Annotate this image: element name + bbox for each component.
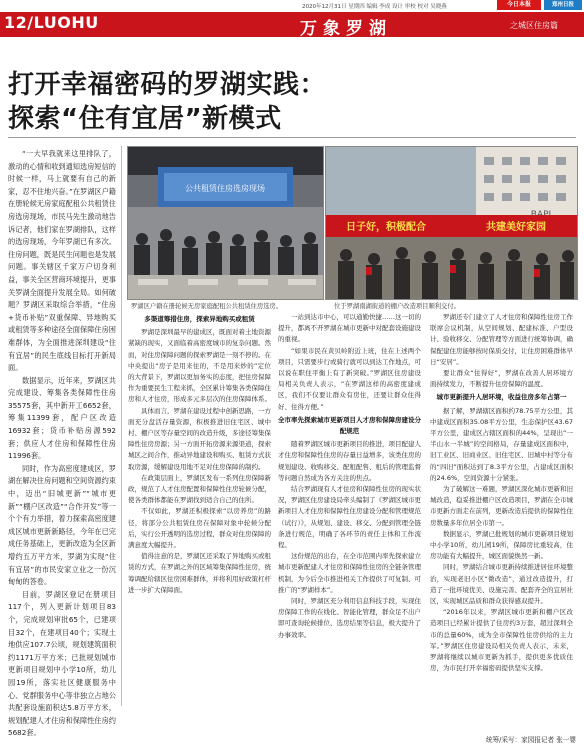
body-column-3 — [430, 312, 573, 742]
body-paragraph: 数据显示，罗湖已批规划的城市更新项目规划中小学10所，幼儿园19所，保障房比重较高，住房功能有大幅提升，城区面貌焕然一新。 — [430, 529, 573, 561]
lead-paragraph: 数据显示，近年来，罗湖区共完成建设、筹集各类保障性住房35575套，其中新开工6652套，筹集11399套，配户区改造16932套；货币补贴房源592套；供应人才住房和保障性住房11996套。 — [8, 375, 116, 461]
newspaper-logo: 今日本报 — [497, 0, 541, 10]
lead-paragraph: 同时，作为高密度建成区，罗湖在解决住房问题和空间资源约束中，迈出“旧城更新”“城市更新”“棚户区改造”“合作开发”等一个个有力举措，着力探索高密度建成区城市更新新路径，今年在已完成任务基础上，更新改造为全区新增约五万平方米，罗湖为实现“住有宜居”的市民安家立业之一份沉甸甸的答卷。 — [8, 463, 116, 587]
page-number: 12/LUOHU — [4, 13, 99, 32]
body-paragraph: 结合罗湖现有人才住房和保障性住房的现实状况，罗湖区住房建设局牵头编制了《罗湖区城市更新项目人才住房和保障性住房建设分配和管理规范（试行）》，从规划、建设、移交、分配到管理全链条进行规范，明确了各环节的责任主体和工作流程。 — [278, 485, 421, 550]
photo-caption-1: 罗湖区户籍在册轮候无房家庭配租公共租赁住房选房。 — [131, 303, 283, 310]
photo-caption-2: 位于罗湖南湖街道的棚户改造项目顺利交付。 — [334, 303, 460, 310]
body-column-1 — [128, 312, 271, 742]
body-paragraph: 在政策层面上，罗湖区发布一系列住房保障新政，规范了人才住房配置和保障性住房轮候分配，使各类群体都能在罗湖找到适合自己的住所。 — [128, 473, 271, 505]
body-paragraph: “如果市民在黄贝岭附近上班，住在上述两个项目，只需要步行或骑行就可以到达工作地点，可以说在职住平衡上有了新突破。”罗湖区住房建设局相关负责人表示，“在罗湖这样的高密度建成区，我们不仅要让群众有房住，还要让群众住得好、住得方便。” — [278, 346, 421, 411]
headline-divider — [8, 137, 576, 138]
body-paragraph: 罗湖是深圳最早的建成区，既面对着土地资源紧缺的现实，又面临着高密度城市的复杂问题。然而，对住房保障问题的探索罗湖是一刻不停的。在中央提出“房子是用来住的，不是用来炒的”定位的大背景下，罗湖以更加务实的态度，把住房保障作为重要民生工程来抓，全区累计筹集各类保障住房和人才住房，形成多元多层次的住房保障体系。 — [128, 328, 271, 404]
body-paragraph: 同时，罗湖结合城市更新持续推进居住环境整治，实现老旧小区“微改造”，通过改造提升，打造了一批环境优美、设施完善、配套齐全的宜居社区，实现城区品质和群众获得感双提升。 — [430, 563, 573, 606]
banner-mid-text: 共建美好家园 — [486, 222, 546, 233]
backdrop-text: 公共租赁住房选房现场 — [185, 184, 265, 193]
body-paragraph: 随着罗湖区城市更新项目的推进，项目配建人才住房和保障性住房的存量日益增多，该类住房的规划建设、收购移交、配租配售、租后的管理监督等问题自然成为各方关注的焦点。 — [278, 440, 421, 482]
body-paragraph: 一站到达市中心，可以通勤快捷……这一切的提升，都离不开罗湖在城市更新中对配套设施建设的重视。 — [278, 313, 421, 344]
column-divider — [121, 146, 122, 706]
section-title: 万象罗湖 — [300, 19, 392, 39]
body-paragraph: 值得注意的是，罗湖区还采取了异地购买或租赁的方式，在罗湖之外的区域筹集保障性住房，统筹调配给辖区住房困难群体，并将利用好政策杠杆进一步扩大保障面。 — [128, 552, 271, 594]
body-paragraph: 同时，罗湖区充分利用信息科技手段，实现住房保障工作的在线化、智能化管理，群众足不出户即可查询轮候排位、选房结果等信息，极大提升了办事效率。 — [278, 597, 421, 639]
lead-paragraph: “一大早我就来这里排队了，激动的心情和收到通知选房短信的时候一样，马上就要有自己的新家，忍不住地兴奋。”在罗湖区户籍在册轮候无房家庭配租公共租赁住房选房现场，市民马先生激动地告诉记者，他们家在罗湖排队，这样的选房现场，今年罗湖已有多次。住房问题，既是民生问题也是发展问题。事关辖区千家万户切身利益，事关全区营商环境提升，更事关罗湖全面提升发展全局。如何破题？罗湖区采取综合举措，“住房+货币补贴”双重保障、异地购买或租赁等多种途径全面保障住房困难群体，为全面推进深圳建设“住有宜居”的民生底线目标打开新局面。 — [8, 149, 116, 373]
subheading: 全市率先探索城市更新项目人才房和保障房建设分配规范 — [278, 415, 421, 436]
page-header — [0, 12, 584, 37]
photo-shantytown-delivery — [325, 146, 578, 300]
housing-selection-photo — [128, 147, 323, 299]
body-paragraph: 为了破解这一难题，罗湖区深化城市更新和旧城改造，稳妥推进棚户区改造项目，罗湖在全市城市更新方面走在前列，更新改造后提供的保障性住房数量多年位居全市第一。 — [430, 485, 573, 527]
lead-paragraph: 目前，罗湖区登记在册项目117个，列入更新计划项目83个，完成规划审批65个，已建项目32个，在建项目40个；实现土地供应107.7公顷，规划建筑面积约1171万平方米；已批规划城市更新项目规划中小学10所，幼儿园19所，落实社区健康服务中心、党群服务中心等非独立占地公共配套设施面积达5.8万平方米，规划配建人才住房和保障性住房约5682套。 — [8, 589, 116, 738]
body-paragraph: 这份规范的出台，在全市范围内率先探索建立城市更新配建人才住房和保障性住房的全链条管理机制，为今后全市推进相关工作提供了可复制、可推广的“罗湖样本”。 — [278, 552, 421, 594]
site-logo: 郑州日报 — [544, 0, 582, 10]
body-paragraph: “2016年以来，罗湖区城市更新和棚户区改造项目已经累计提供了住房约3万套，超过深圳全市的总量60%，成为全市保障性住房供给的主力军。”罗湖区住房建设局相关负责人表示，未来，罗湖将继续以城市更新为抓手，提供更多优质住房，为市民打开幸福密码提供坚实支撑。 — [430, 608, 573, 673]
body-paragraph: 具体而言，罗湖在建设过程中创新思路，一方面充分盘活存量资源，积极推进旧住宅区、城中村、棚户区等存量空间的改造升级，多途径筹集保障性住房房源；另一方面开拓房源来源渠道，探索城区之间合作，推动异地建设和购买、租赁方式获取房源，缓解建设用地不足对住房保障的制约。 — [128, 406, 271, 471]
top-strip — [0, 0, 584, 11]
body-paragraph: 据了解，罗湖辖区面积约78.75平方公里，其中建成区面积35.08平方公里，生态保护区43.67平方公里，建成区占辖区面积的44%，呈现出“一半山水一半城”的空间格局，存量建成区面积中，旧工业区、旧商业区、旧住宅区、旧城中村等分布的“四旧”面积达到了8.3平方公里，占建成区面积的24.6%，空间资源十分紧张。 — [430, 406, 573, 482]
byline: 统筹/采写：家园报记者 张一婴 — [485, 736, 576, 744]
subheading: 多渠道筹措住房，探索异地购买或租赁 — [144, 315, 255, 323]
subheading: 城市更新提升人居环境，收益住房多年占第一 — [436, 393, 567, 402]
lead-column — [8, 148, 116, 738]
body-paragraph: 要让群众“住得好”，罗湖在改善人居环境方面持续发力，不断提升住房保障的温度。 — [430, 369, 573, 389]
delivery-ceremony-photo — [326, 147, 577, 299]
edition-label: 之城区住房篇 — [510, 21, 558, 30]
headline-line-1: 打开幸福密码的罗湖实践： — [8, 70, 327, 100]
banner-left-text: 日子好，积极配合 — [346, 222, 426, 233]
headline-line-2: 探索“住有宜居”新模式 — [8, 104, 282, 134]
body-column-2 — [278, 312, 421, 742]
date-line: 2020年12月31日 星期四 编辑 李成 设计 审校 校对 吴晓燕 — [302, 4, 447, 10]
body-paragraph: 不仅如此，罗湖还积极探索“以房养房”的路径，将部分公共租赁住房在保障对象中轮候分配后，实行公开透明的选房过程，群众对住房保障的满意度大幅提升。 — [128, 507, 271, 550]
photo-housing-selection — [127, 146, 324, 300]
body-paragraph: 罗湖还专门建立了人才住房和保障性住房工作联席会议机制，从空间规划、配建标准、户型设计、验收移交、分配管理等方面进行统筹协调，确保配建住房能够按时保质交付，让住房困难群体早日“安居”。 — [430, 313, 573, 366]
